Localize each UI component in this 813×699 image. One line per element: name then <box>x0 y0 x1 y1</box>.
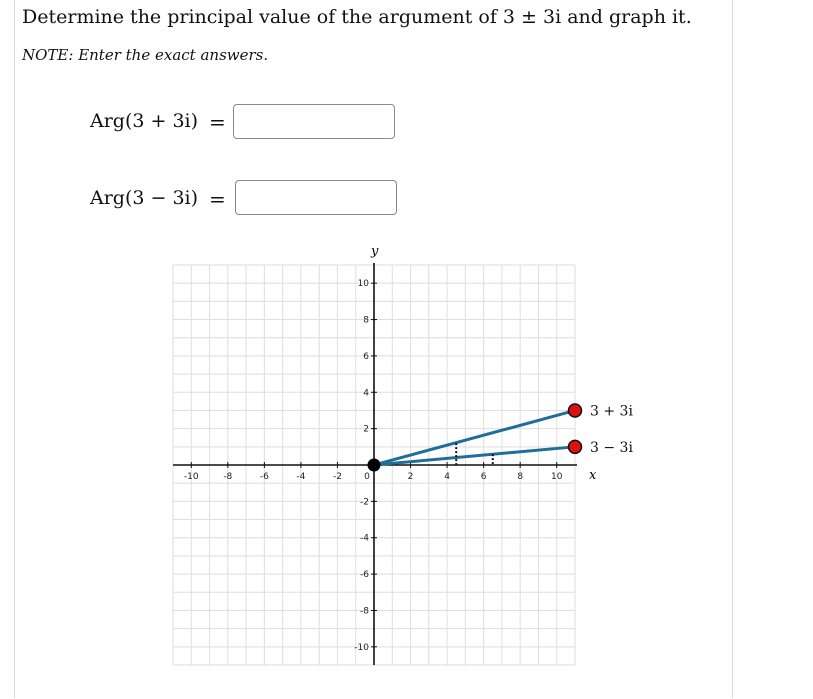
point-label: 3 + 3i <box>590 403 633 420</box>
arg-minus-label: Arg(3 − 3i) <box>90 187 199 209</box>
y-tick-label: 2 <box>363 424 369 435</box>
x-tick-label: -10 <box>183 472 199 482</box>
y-tick-label: -10 <box>354 642 369 653</box>
y-tick-label: 8 <box>363 315 369 326</box>
question-text: Determine the principal value of the argument of 3 ± 3i and graph it. <box>22 6 692 28</box>
point-label: 3 − 3i <box>590 439 633 456</box>
equals-sign: = <box>209 187 226 211</box>
arg-plus-label: Arg(3 + 3i) <box>90 110 199 132</box>
x-tick-label: 2 <box>407 472 414 482</box>
x-tick-label: 6 <box>480 472 487 482</box>
complex-plane-graph[interactable] <box>160 245 660 675</box>
plot-marks <box>368 403 634 471</box>
x-axis-label: x <box>589 468 597 483</box>
point-marker <box>569 404 582 417</box>
y-tick-label: 10 <box>357 279 369 290</box>
y-axis-label: y <box>371 245 379 259</box>
arg-plus-input[interactable] <box>233 104 395 139</box>
y-tick-label: -2 <box>360 497 369 508</box>
origin-point <box>368 459 381 472</box>
y-tick-label: 4 <box>363 388 369 399</box>
x-tick-label: 8 <box>517 472 524 482</box>
x-tick-label: -8 <box>223 472 233 482</box>
x-tick-label: 4 <box>444 472 450 482</box>
x-tick-label: 0 <box>364 472 370 482</box>
arg-minus-input[interactable] <box>235 180 397 215</box>
y-tick-label: -8 <box>360 606 369 617</box>
y-tick-label: -6 <box>360 570 369 581</box>
y-tick-label: -4 <box>360 533 369 544</box>
note-text: NOTE: Enter the exact answers. <box>22 46 269 64</box>
x-tick-label: -4 <box>296 472 306 482</box>
equals-sign: = <box>209 110 226 134</box>
point-marker <box>569 440 582 453</box>
x-tick-label: -2 <box>332 472 342 482</box>
y-tick-label: 6 <box>363 351 369 362</box>
x-tick-label: 10 <box>551 472 563 482</box>
x-tick-label: -6 <box>259 472 269 482</box>
